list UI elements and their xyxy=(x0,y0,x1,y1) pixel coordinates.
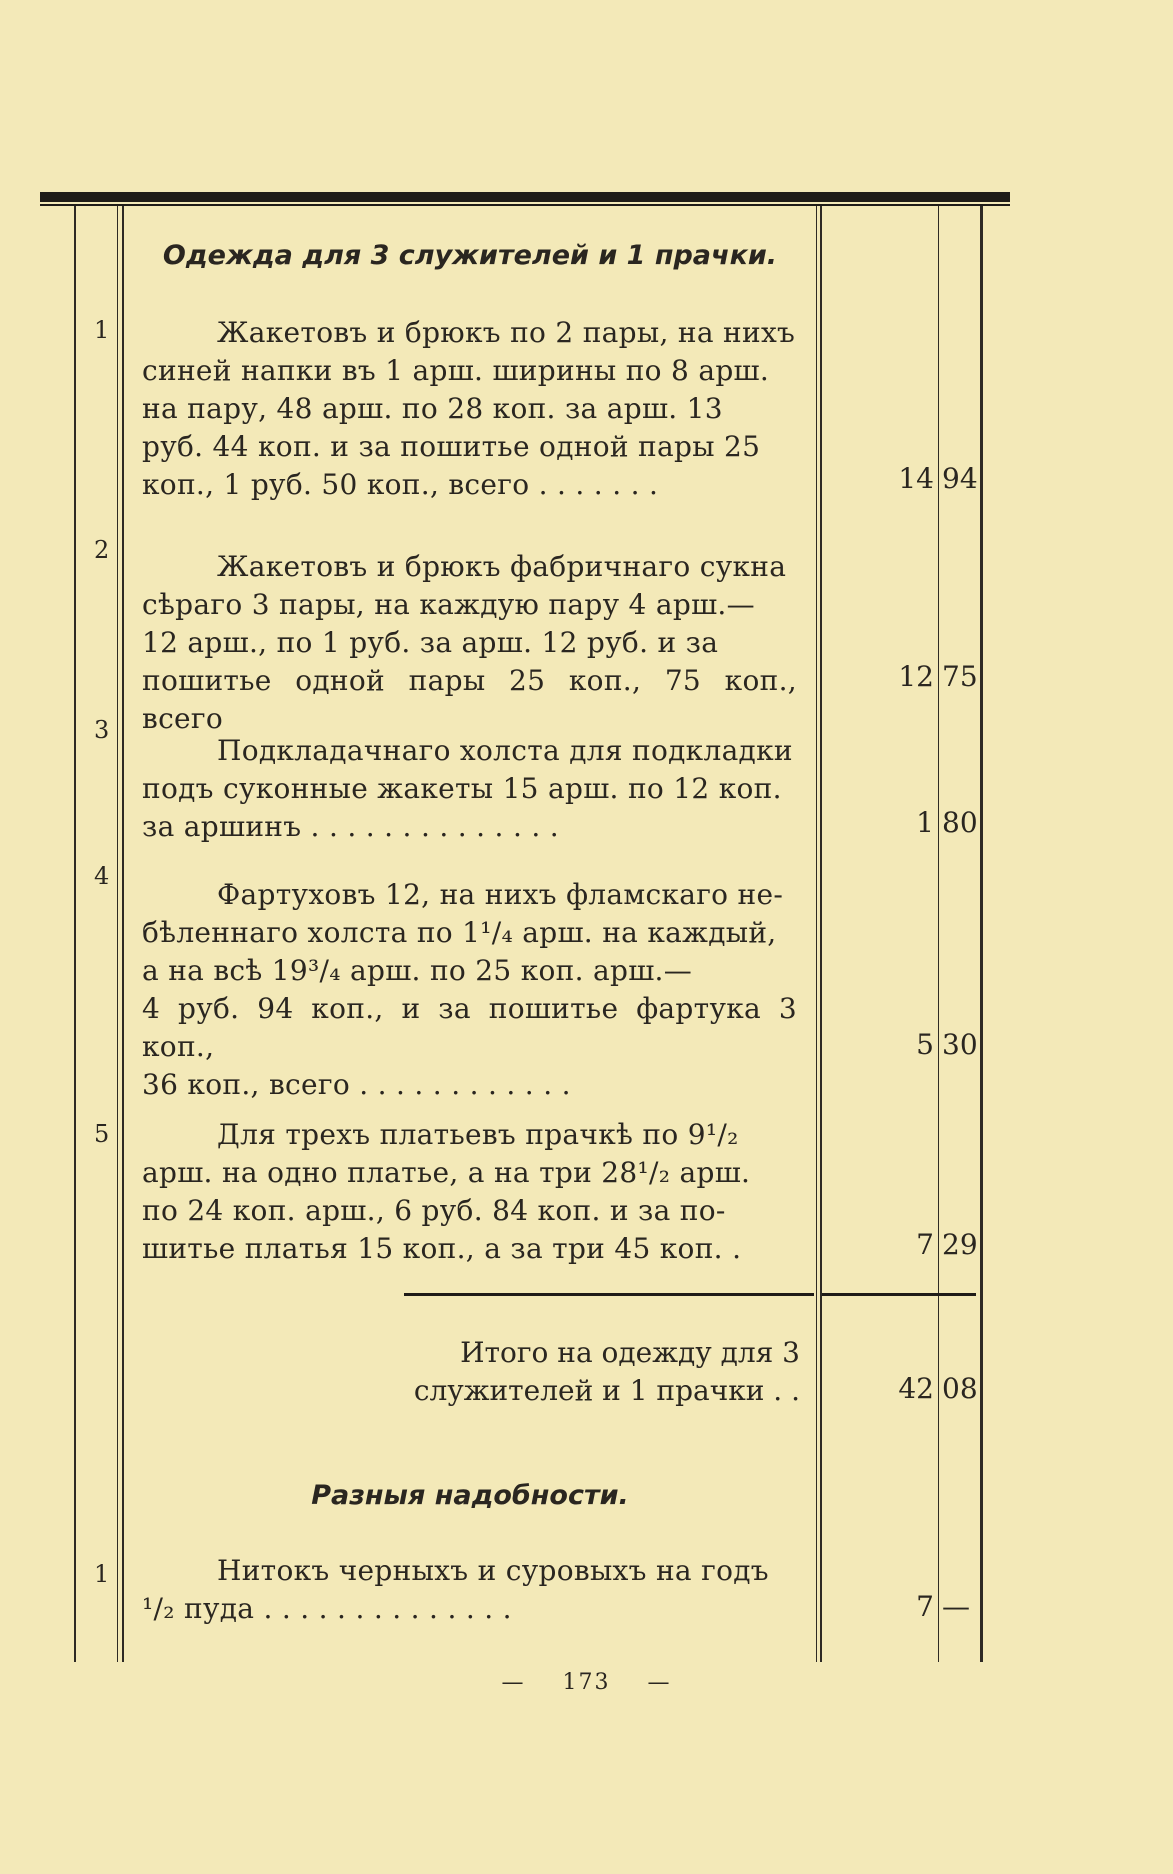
item-line: ¹/₂ пуда . . . . . . . . . . . . . . xyxy=(142,1592,512,1625)
amount-kopecks: 29 xyxy=(942,1228,978,1261)
item-line: Нитокъ черныхъ и суровыхъ на годъ xyxy=(217,1554,769,1587)
item-number: 2 xyxy=(94,536,110,564)
item-line: руб. 44 коп. и за пошитье одной пары 25 xyxy=(142,430,761,463)
column-rule xyxy=(74,206,76,1662)
total-line: Итого на одежду для 3 xyxy=(460,1336,800,1369)
total-line: служителей и 1 прачки . . xyxy=(413,1374,800,1407)
total-kopecks: 08 xyxy=(942,1372,978,1405)
item-line: Для трехъ платьевъ прачкѣ по 9¹/₂ xyxy=(217,1118,739,1151)
footer-dash: — xyxy=(501,1670,526,1695)
total-rubles: 42 xyxy=(898,1372,934,1405)
item-line: бѣленнаго холста по 1¹/₄ арш. на каждый, xyxy=(142,916,777,949)
top-rule-thin xyxy=(40,204,1010,206)
item-number: 3 xyxy=(94,716,110,744)
amount-kopecks: 94 xyxy=(942,462,978,495)
amount-kopecks: 75 xyxy=(942,660,978,693)
item-line: 4 руб. 94 коп., и за пошитье фартука 3 коп., xyxy=(142,992,797,1063)
amount-rubles: 14 xyxy=(898,462,934,495)
item-line: по 24 коп. арш., 6 руб. 84 коп. и за по- xyxy=(142,1194,726,1227)
item-line: Жакетовъ и брюкъ по 2 пары, на нихъ xyxy=(217,316,796,349)
item-text xyxy=(142,314,797,504)
amount-rubles: 5 xyxy=(916,1028,934,1061)
column-rule xyxy=(816,206,817,1662)
item-line: а на всѣ 19³/₄ арш. по 25 коп. арш.— xyxy=(142,954,693,987)
section-heading-misc: Разныя надобности. xyxy=(311,1480,629,1511)
item-line: Фартуховъ 12, на нихъ фламскаго не- xyxy=(217,878,784,911)
page-footer xyxy=(0,1670,1173,1695)
amount-rubles: 1 xyxy=(916,806,934,839)
item-number: 4 xyxy=(94,862,110,890)
section-heading-clothing: Одежда для 3 служителей и 1 прачки. xyxy=(162,240,778,271)
item-line: 12 арш., по 1 руб. за арш. 12 руб. и за xyxy=(142,626,719,659)
sum-rule-amount xyxy=(822,1293,976,1296)
column-rule xyxy=(117,206,118,1662)
item-line: Жакетовъ и брюкъ фабричнаго сукна xyxy=(217,550,787,583)
total-text xyxy=(360,1334,800,1410)
amount-kopecks: 30 xyxy=(942,1028,978,1061)
item-line: шитье платья 15 коп., а за три 45 коп. . xyxy=(142,1232,742,1265)
item-line: на пару, 48 арш. по 28 коп. за арш. 13 xyxy=(142,392,723,425)
item-line: арш. на одно платье, а на три 28¹/₂ арш. xyxy=(142,1156,751,1189)
column-rule xyxy=(820,206,822,1662)
item-text xyxy=(142,548,797,738)
item-line: коп., 1 руб. 50 коп., всего . . . . . . . xyxy=(142,468,659,501)
top-rule xyxy=(40,192,1010,202)
item-text xyxy=(142,1552,797,1628)
item-line: 36 коп., всего . . . . . . . . . . . . xyxy=(142,1068,571,1101)
item-line: подъ суконные жакеты 15 арш. по 12 коп. xyxy=(142,772,782,805)
item-line: сѣраго 3 пары, на каждую пару 4 арш.— xyxy=(142,588,755,621)
sum-rule xyxy=(404,1293,814,1296)
amount-kopecks: 80 xyxy=(942,806,978,839)
item-line: за аршинъ . . . . . . . . . . . . . . xyxy=(142,810,559,843)
amount-kopecks: — xyxy=(942,1590,970,1623)
amount-rubles: 12 xyxy=(898,660,934,693)
item-line: синей напки въ 1 арш. ширины по 8 арш. xyxy=(142,354,770,387)
item-number: 1 xyxy=(94,1560,110,1588)
column-rule xyxy=(122,206,124,1662)
item-number: 1 xyxy=(94,316,110,344)
amount-rubles: 7 xyxy=(916,1590,934,1623)
column-rule xyxy=(938,206,939,1662)
footer-dash: — xyxy=(647,1670,672,1695)
amount-rubles: 7 xyxy=(916,1228,934,1261)
item-number: 5 xyxy=(94,1120,110,1148)
item-text xyxy=(142,1116,797,1268)
column-rule xyxy=(980,206,983,1662)
item-line: Подкладачнаго холста для подкладки xyxy=(217,734,793,767)
page-number: 173 xyxy=(562,1670,611,1695)
item-text xyxy=(142,876,797,1104)
item-text xyxy=(142,732,797,846)
item-line: пошитье одной пары 25 коп., 75 коп., всего xyxy=(142,664,797,735)
